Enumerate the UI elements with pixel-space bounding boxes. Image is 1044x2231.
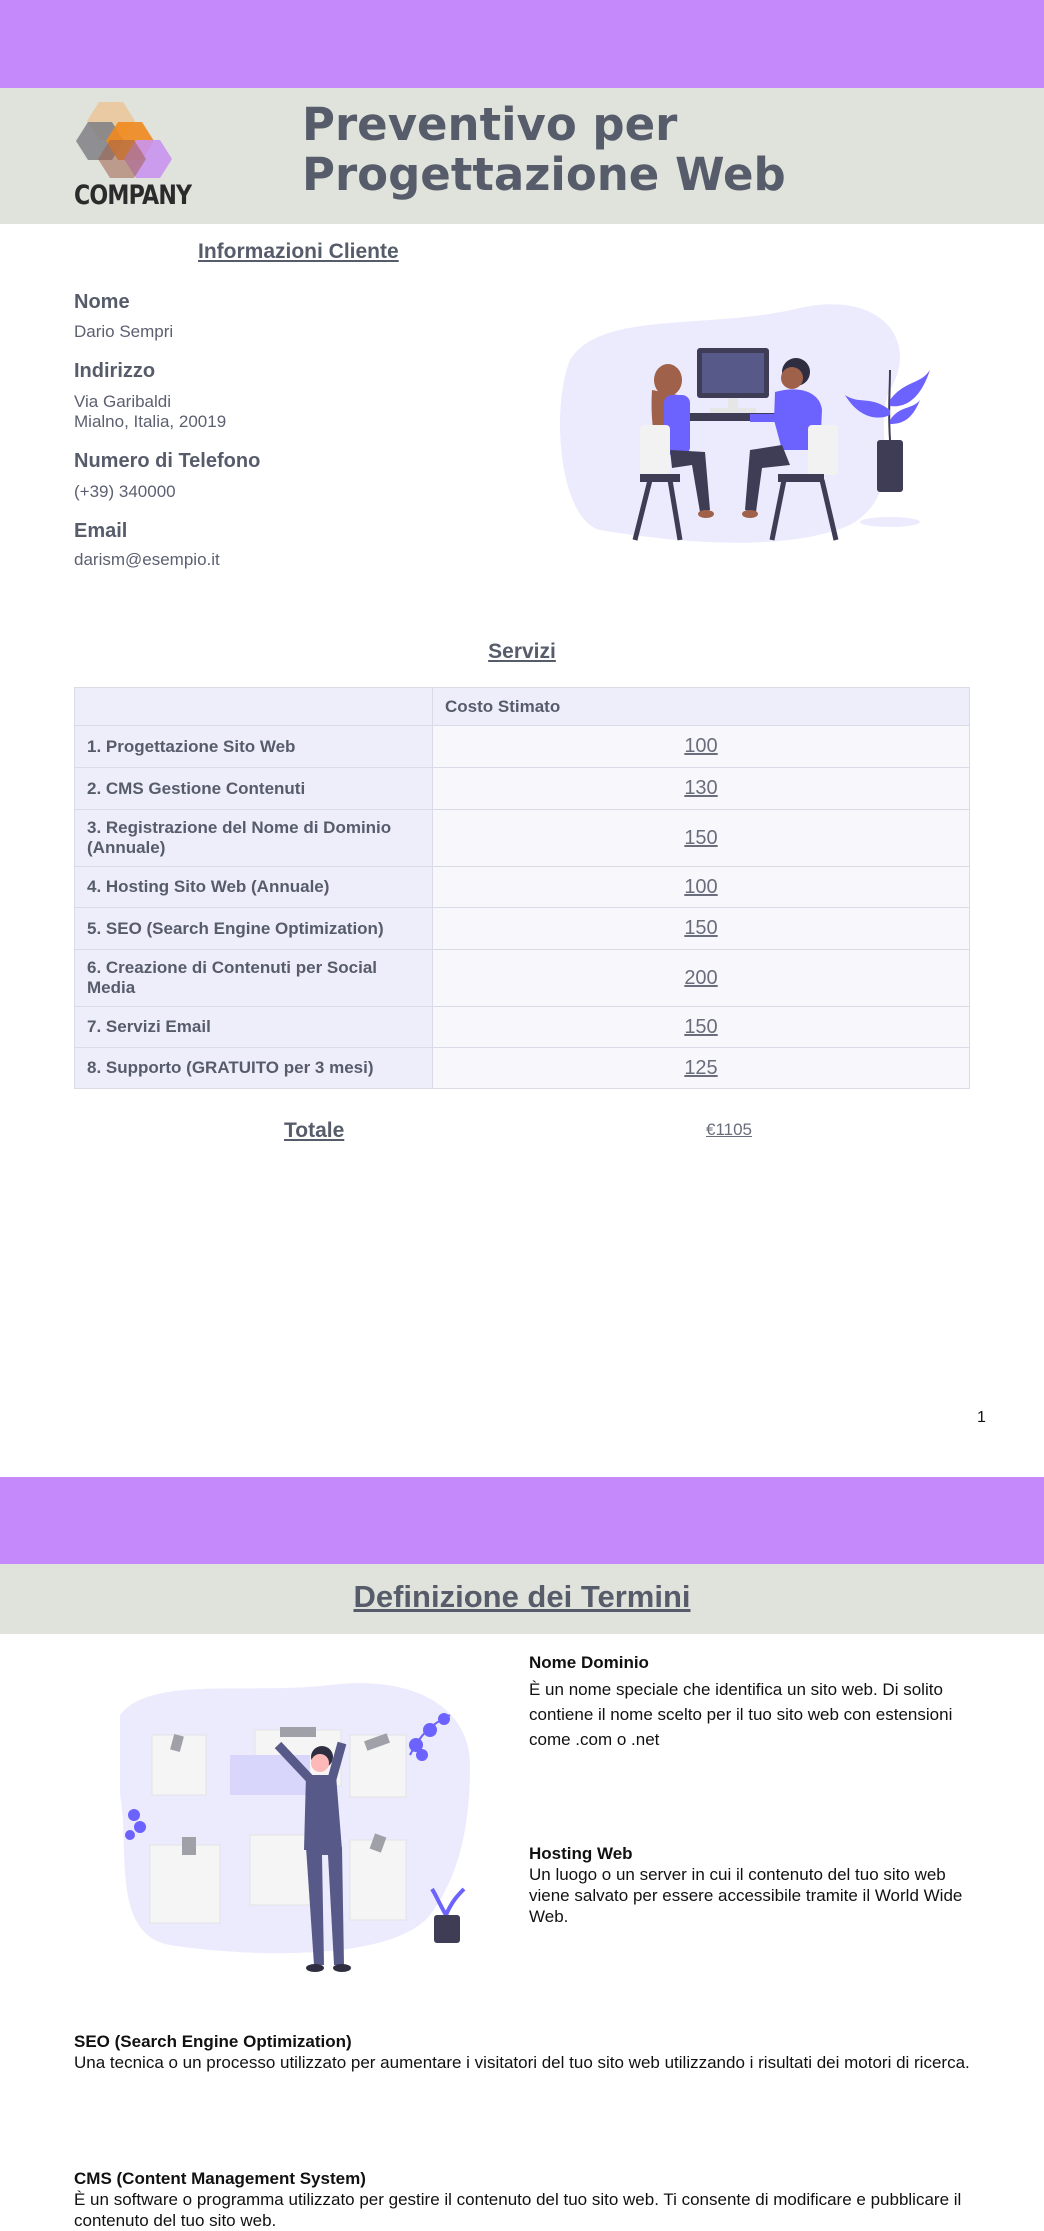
table-row	[75, 908, 970, 950]
term-title: SEO (Search Engine Optimization)	[74, 2032, 352, 2051]
phone-value: (+39) 340000	[74, 482, 176, 501]
service-name: 3. Registrazione del Nome di Dominio (Annuale)	[75, 810, 433, 867]
table-row	[75, 867, 970, 908]
company-logo	[74, 100, 194, 218]
term-description: Una tecnica o un processo utilizzato per aumentare i visitatori del tuo sito web utilizzando i risultati dei motori di ricerca.	[74, 2053, 970, 2072]
table-header-cost: Costo Stimato	[433, 688, 970, 726]
table-row	[75, 810, 970, 867]
term-title: CMS (Content Management System)	[74, 2169, 366, 2188]
address-label: Indirizzo	[74, 360, 156, 382]
phone-label: Numero di Telefono	[74, 450, 261, 472]
document-title: Preventivo per Progettazione Web	[302, 98, 786, 201]
service-cost: 125	[433, 1048, 970, 1089]
top-color-band	[0, 0, 1044, 88]
table-row	[75, 1007, 970, 1048]
term-description: È un software o programma utilizzato per gestire il contenuto del tuo sito web. Ti consente di modificare e pubblicare il contenuto del tuo sito web.	[74, 2190, 962, 2230]
term-description: È un nome speciale che identifica un sito web. Di solito contiene il nome scelto per il tuo sito web con estensioni come .com o .net	[529, 1680, 953, 1749]
total-value: €1105	[706, 1120, 753, 1139]
service-name: 2. CMS Gestione Contenuti	[75, 768, 433, 810]
service-cost: 100	[433, 867, 970, 908]
client-info-heading: Informazioni Cliente	[198, 240, 399, 263]
terms-heading: Definizione dei Termini	[353, 1579, 691, 1614]
term-title: Hosting Web	[529, 1844, 633, 1863]
table-row	[75, 950, 970, 1007]
services-heading: Servizi	[488, 640, 556, 663]
table-header-empty	[75, 688, 433, 726]
table-row	[75, 726, 970, 768]
service-name: 4. Hosting Sito Web (Annuale)	[75, 867, 433, 908]
logo-wordmark: COMPANY	[74, 180, 192, 211]
term-title: Nome Dominio	[529, 1653, 649, 1672]
page-number: 1	[977, 1409, 986, 1426]
term-description: Un luogo o un server in cui il contenuto del tuo sito web viene salvato per essere accessibile tramite il World Wide Web.	[529, 1865, 963, 1926]
service-cost: 150	[433, 908, 970, 950]
name-value: Dario Sempri	[74, 322, 174, 341]
man-at-board-illustration	[110, 1675, 490, 1985]
name-label: Nome	[74, 291, 130, 313]
service-name: 6. Creazione di Contenuti per Social Media	[75, 950, 433, 1007]
service-name: 5. SEO (Search Engine Optimization)	[75, 908, 433, 950]
table-row	[75, 1048, 970, 1089]
service-name: 7. Servizi Email	[75, 1007, 433, 1048]
service-cost: 200	[433, 950, 970, 1007]
service-cost: 150	[433, 1007, 970, 1048]
service-name: 8. Supporto (GRATUITO per 3 mesi)	[75, 1048, 433, 1089]
services-table	[74, 687, 970, 1089]
email-value: darism@esempio.it	[74, 550, 220, 569]
table-header-row	[75, 688, 970, 726]
page2-top-color-band	[0, 1477, 1044, 1564]
total-label: Totale	[284, 1119, 345, 1142]
table-row	[75, 768, 970, 810]
email-label: Email	[74, 520, 128, 542]
address-value: Via Garibaldi Mialno, Italia, 20019	[74, 392, 227, 431]
service-cost: 100	[433, 726, 970, 768]
service-name: 1. Progettazione Sito Web	[75, 726, 433, 768]
team-at-computer-illustration	[560, 300, 940, 550]
service-cost: 130	[433, 768, 970, 810]
service-cost: 150	[433, 810, 970, 867]
